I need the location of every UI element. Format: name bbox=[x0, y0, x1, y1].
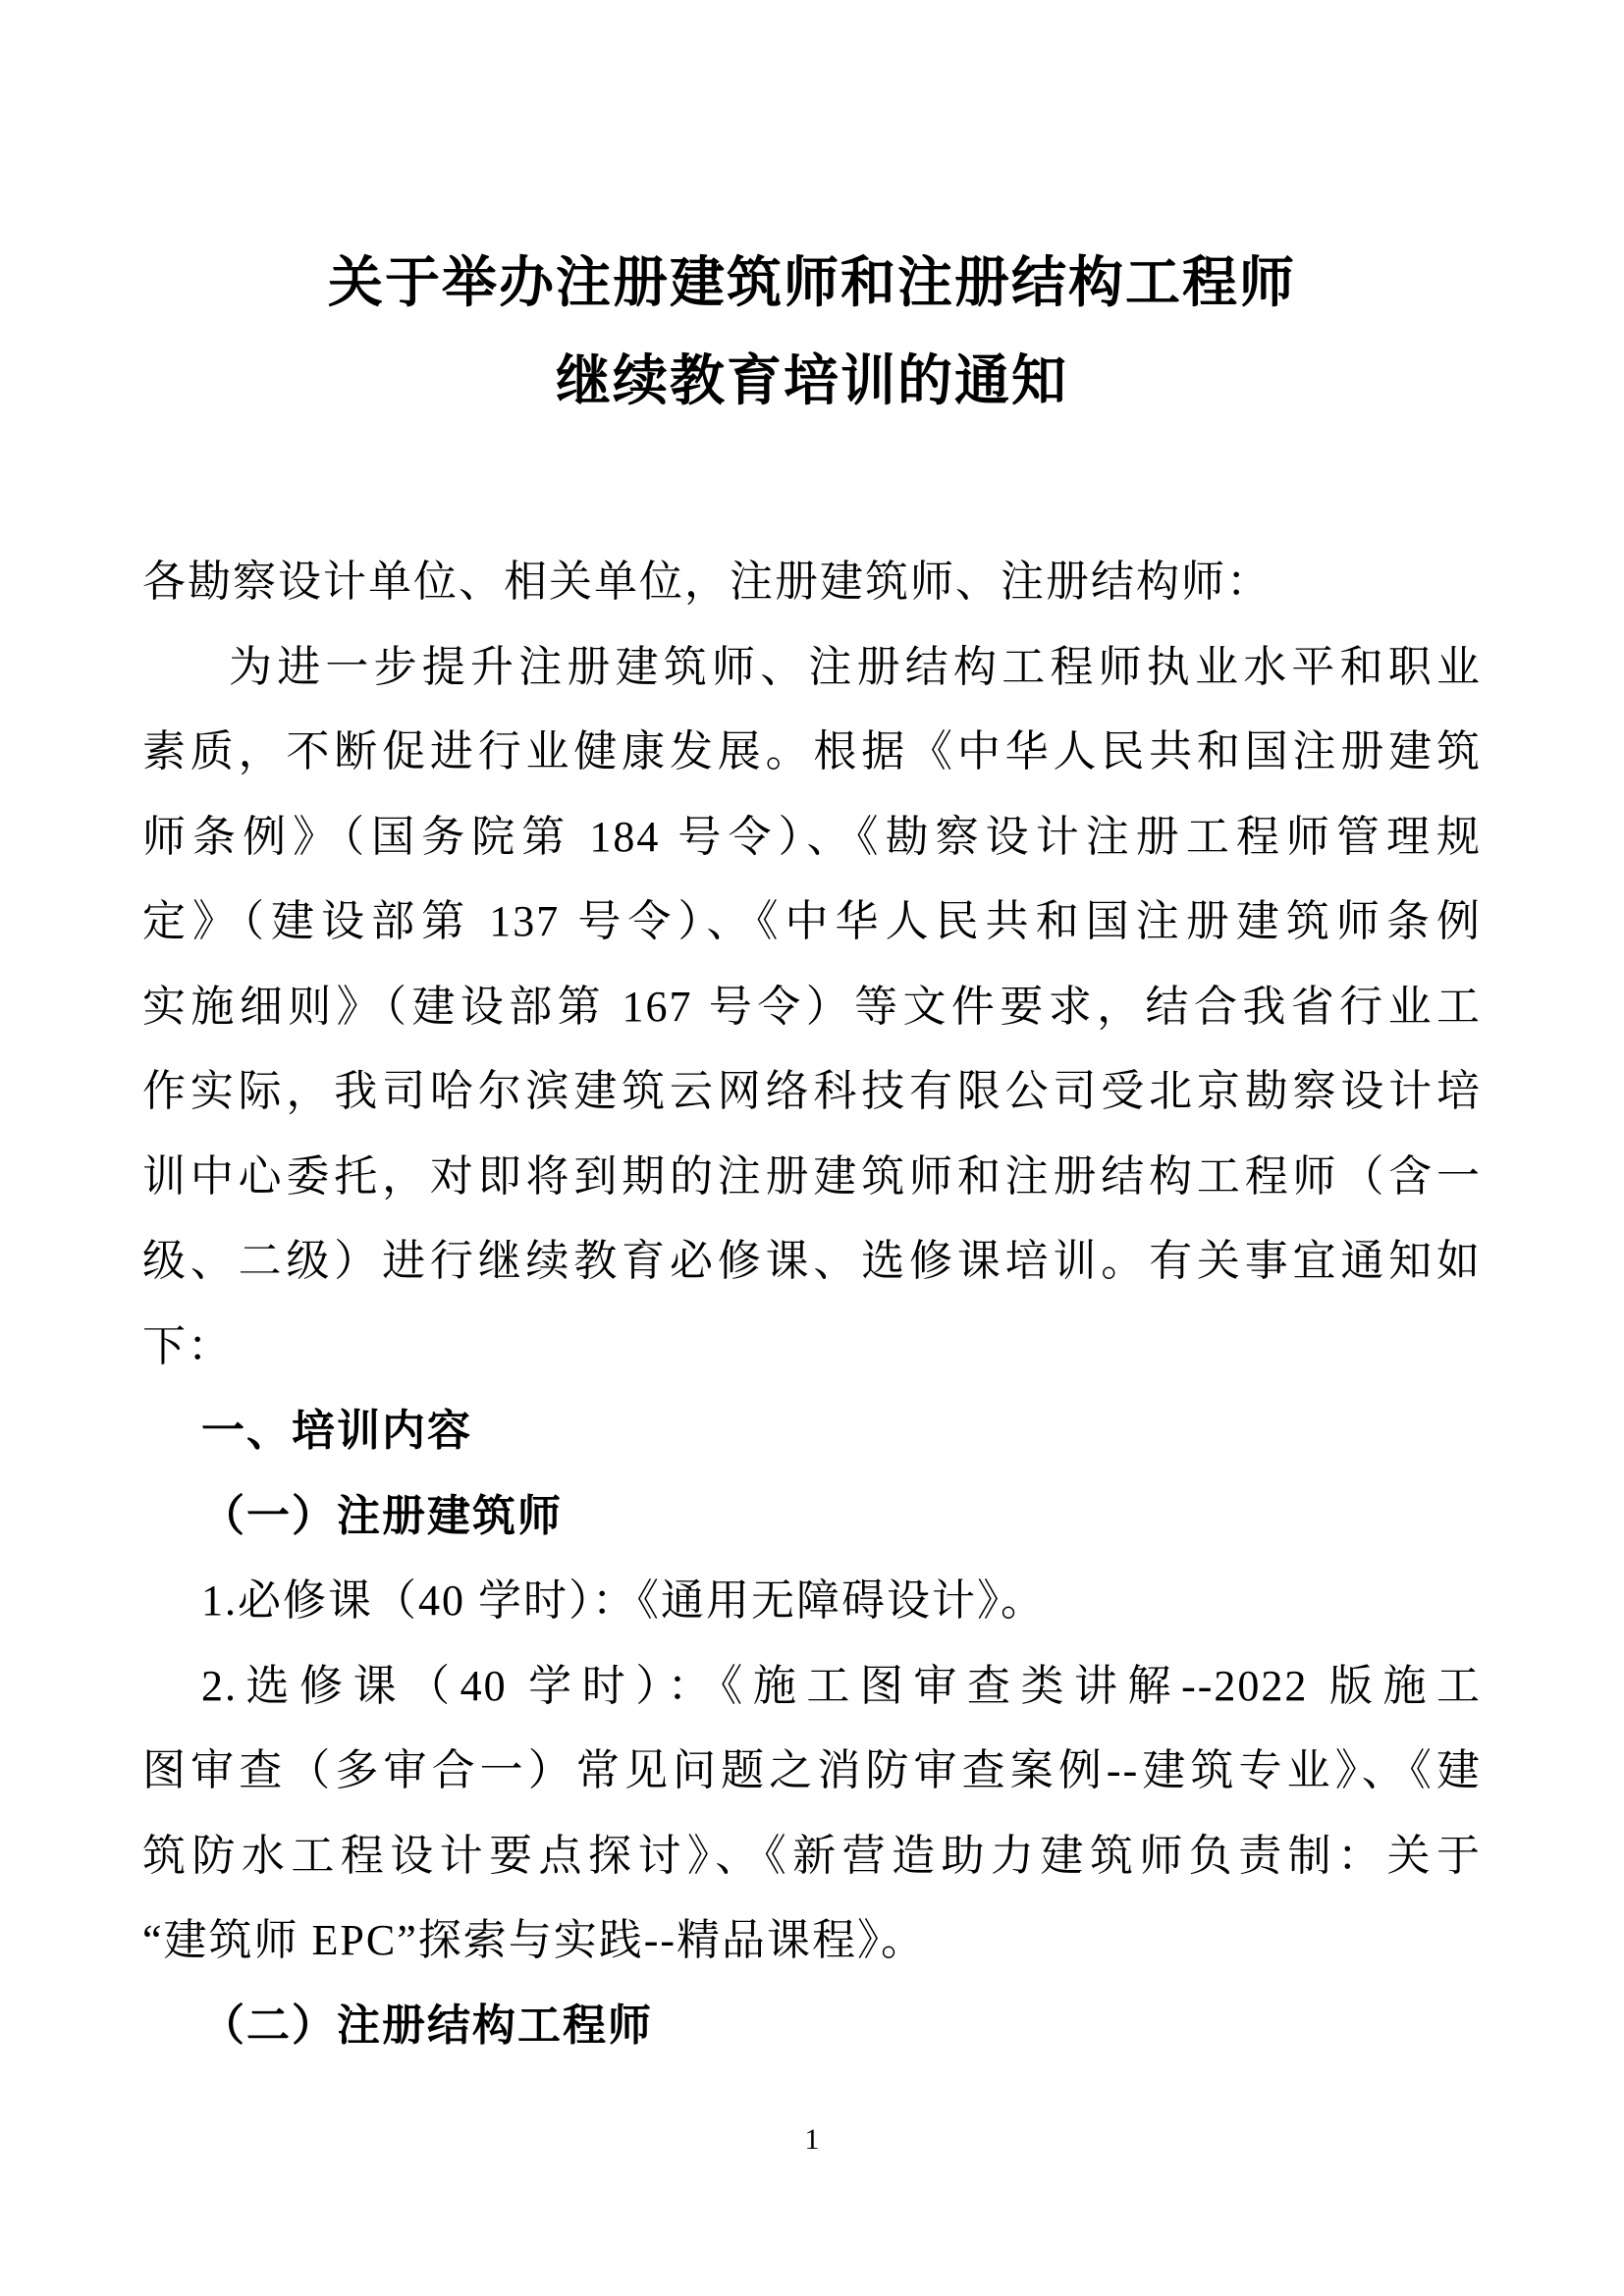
paragraph-line: 为进一步提升注册建筑师、注册结构工程师执业水平和职业 bbox=[229, 642, 1482, 691]
paragraph-line: 素质，不断促进行业健康发展。根据《中华人民共和国注册建筑 bbox=[142, 727, 1482, 775]
paragraph-line: 师条例》（国务院第 184 号令）、《勘察设计注册工程师管理规 bbox=[142, 812, 1482, 861]
doc-title-line-1: 关于举办注册建筑师和注册结构工程师 bbox=[328, 251, 1296, 313]
paragraph-line: 图审查（多审合一）常见问题之消防审查案例--建筑专业》、《建 bbox=[142, 1746, 1482, 1794]
paragraph-line: 训中心委托，对即将到期的注册建筑师和注册结构工程师（含一 bbox=[142, 1151, 1482, 1201]
paragraph-line: 级、二级）进行继续教育必修课、选修课培训。有关事宜通知如 bbox=[142, 1237, 1482, 1285]
section-heading-1: 一、培训内容 bbox=[201, 1407, 472, 1455]
salutation-line: 各勘察设计单位、相关单位，注册建筑师、注册结构师： bbox=[142, 558, 1272, 606]
paragraph-line: 作实际，我司哈尔滨建筑云网络科技有限公司受北京勘察设计培 bbox=[142, 1067, 1482, 1115]
paragraph-line: 下： bbox=[142, 1321, 233, 1370]
doc-title bbox=[142, 0, 1482, 430]
doc-title-line-2: 继续教育培训的通知 bbox=[556, 349, 1068, 411]
page-footer bbox=[142, 2109, 1482, 2170]
list-item-elective: 2.选修课（40 学时）：《施工图审查类讲解--2022 版施工 bbox=[201, 1661, 1482, 1710]
doc-body bbox=[142, 540, 1482, 2068]
subsection-heading-1: （一）注册建筑师 bbox=[201, 1491, 563, 1540]
subsection-heading-2: （二）注册结构工程师 bbox=[201, 2001, 653, 2050]
paragraph-line: 实施细则》（建设部第 167 号令）等文件要求，结合我省行业工 bbox=[142, 982, 1482, 1031]
list-item-required: 1.必修课（40 学时）：《通用无障碍设计》。 bbox=[201, 1576, 1046, 1625]
paragraph-line: 定》（建设部第 137 号令）、《中华人民共和国注册建筑师条例 bbox=[142, 897, 1482, 945]
page-number: 1 bbox=[804, 2123, 820, 2156]
paragraph-line: “建筑师 EPC”探索与实践--精品课程》。 bbox=[142, 1916, 927, 1964]
paragraph-line: 筑防水工程设计要点探讨》、《新营造助力建筑师负责制：关于 bbox=[142, 1831, 1482, 1880]
